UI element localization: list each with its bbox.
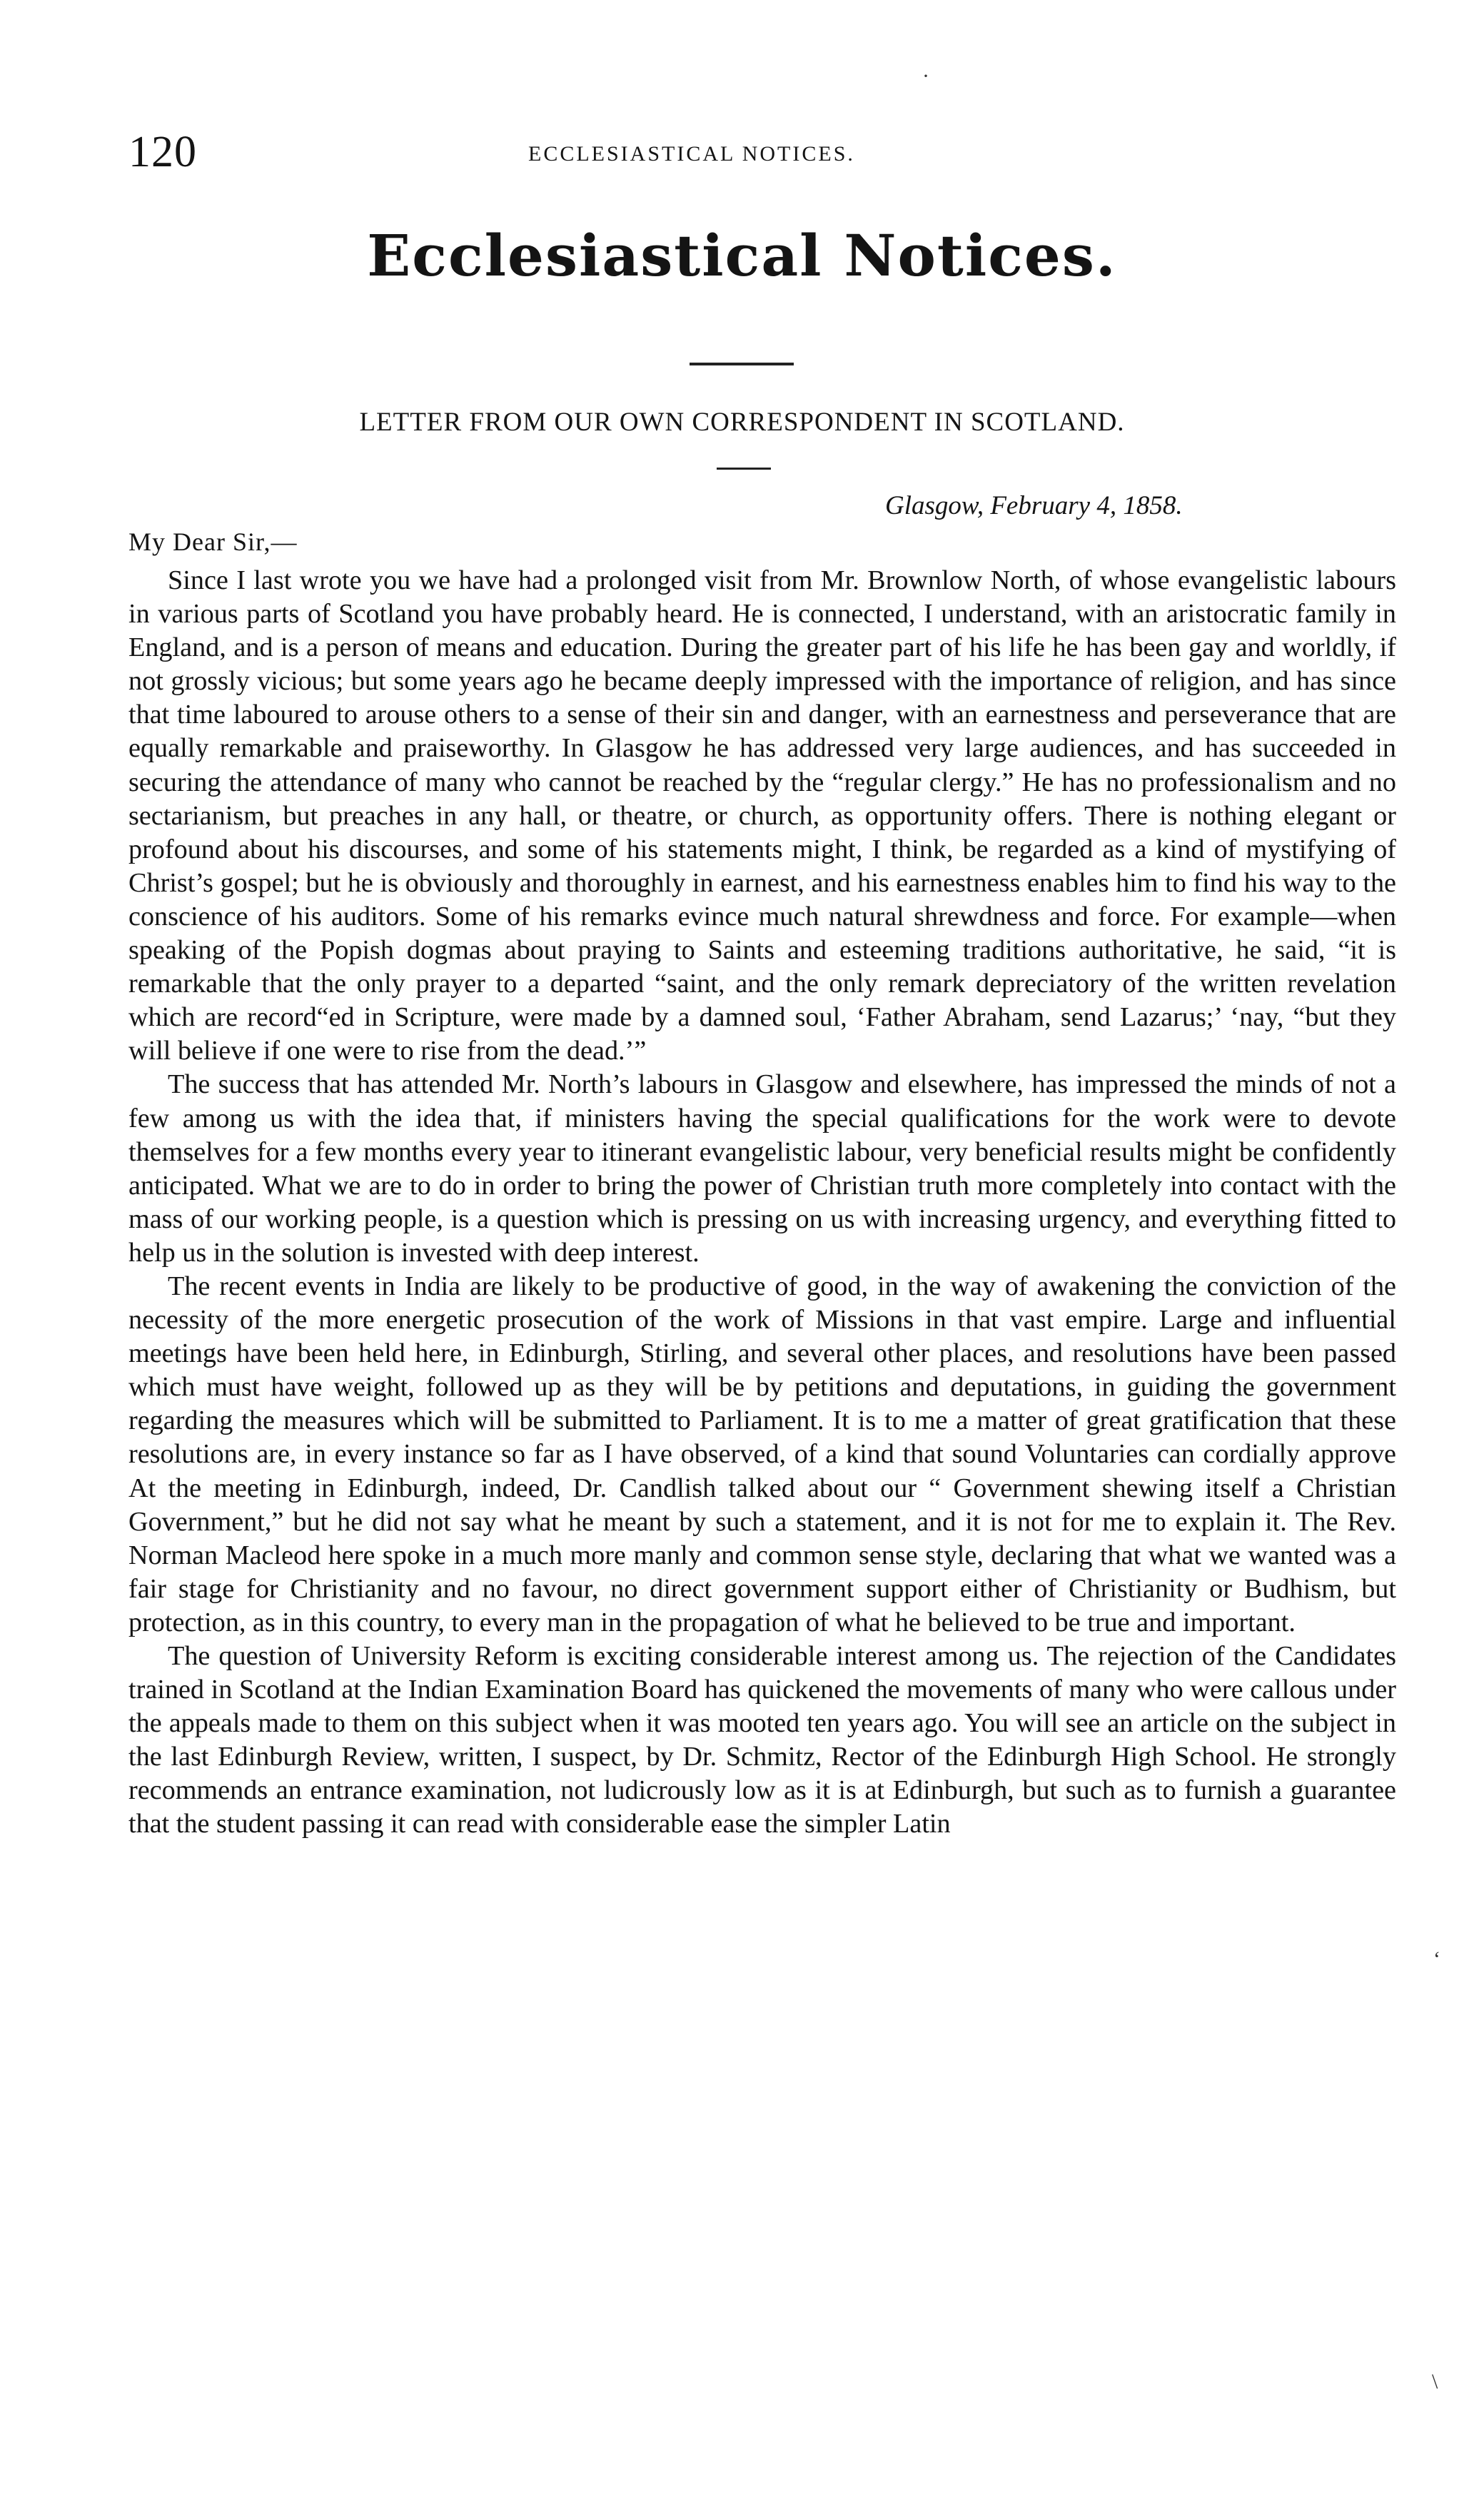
dateline: Glasgow, February 4, 1858.	[885, 491, 1183, 520]
paragraph-university-reform: The question of University Reform is exciting considerable interest among us. The rejection of the Candidates trained in Scotland at the Indian Examination Board has quickened the movements of many who were callous under the appeals made to them on this subject when it was mooted ten years ago. You will see an article on the subject in the last Edinburgh Review, written, I suspect, by Dr. Schmitz, Rector of the Edinburgh High School. He strongly recommends an entrance examination, not ludicrously low as it is at Edinburgh, but such as to furnish a guarantee that the student passing it can read with considerable ease the simpler Latin	[128, 1641, 1396, 1839]
paragraph-brownlow-north: Since I last wrote you we have had a prolonged visit from Mr. Brownlow North, of whose evangelistic labours in various parts of Scotland you have probably heard. He is connected, I understand, with an aristocratic family in England, and is a person of means and education. During the greater part of his life he has been gay and worldly, if not grossly vicious; but some years ago he became deeply impressed with the importance of religion, and has since that time laboured to arouse others to a sense of their sin and danger, with an earnestness and perseverance that are equally remarkable and praiseworthy. In Glasgow he has addressed very large audiences, and has succeeded in securing the attendance of many who cannot be reached by the “regular clergy.” He has no professionalism and no sectarianism, but preaches in any hall, or theatre, or church, as opportunity offers. There is nothing elegant or profound about his discourses, and some of his statements might, I think, be regarded as a kind of mystifying of Christ’s gospel; but he is obviously and thoroughly in earnest, and his earnestness enables him to find his way to the conscience of his auditors. Some of his remarks evince much natural shrewdness and force. For example—when speaking of the Popish dogmas about praying to Saints and esteeming traditions authoritative, he said, “it is remarkable that the only prayer to a departed “saint, and the only remark depreciatory of the written revelation which are record“ed in Scripture, were made by a damned soul, ‘Father Abraham, send Lazarus;’ ‘nay, “but they will believe if one were to rise from the dead.’”	[128, 565, 1396, 1066]
stray-mark-top: ·	[922, 64, 929, 88]
stray-mark-margin: ‘	[1433, 1947, 1440, 1971]
title-rule	[690, 363, 794, 365]
letter-body	[128, 564, 1396, 1842]
letter-heading: LETTER FROM OUR OWN CORRESPONDENT IN SCOTLAND.	[359, 408, 1125, 437]
page-number: 120	[128, 128, 197, 176]
paragraph-india-missions: The recent events in India are likely to be productive of good, in the way of awakening the conviction of the necessity of the more energetic prosecution of the work of Missions in that vast empire. Large and influential meetings have been held here, in Edinburgh, Stirling, and several other places, and resolutions have been passed which must have weight, followed up as they will be by petitions and deputations, in guiding the government regarding the measures which will be submitted to Parliament. It is to me a matter of great gratification that these resolutions are, in every instance so far as I have observed, of a kind that sound Voluntaries can cordially approve At the meeting in Edinburgh, indeed, Dr. Candlish talked about our “ Government shewing itself a Christian Government,” but he did not say what he meant by such a statement, and it is not for me to explain it. The Rev. Norman Macleod here spoke in a much more manly and common sense style, declaring that what we wanted was a fair stage for Christianity and no favour, no direct government support either of Christianity or Budhism, but protection, as in this country, to every man in the propagation of what he believed to be true and important.	[128, 1271, 1396, 1637]
stray-mark-bottom: \	[1432, 2370, 1438, 2393]
running-title: ECCLESIASTICAL NOTICES.	[528, 142, 855, 166]
heading-rule	[717, 468, 771, 470]
running-head	[128, 127, 1399, 184]
section-title: Ecclesiastical Notices.	[367, 222, 1117, 289]
paragraph-evangelistic-labour: The success that has attended Mr. North’s labours in Glasgow and elsewhere, has impressed the minds of not a few among us with the idea that, if ministers having the special qualifications for the work were to devote themselves for a few months every year to itinerant evangelistic labour, very beneficial results might be confidently anticipated. What we are to do in order to bring the power of Christian truth more completely into contact with the mass of our working people, is a question which is pressing on us with increasing urgency, and everything fitted to help us in the solution is invested with deep interest.	[128, 1069, 1396, 1268]
salutation: My Dear Sir,—	[128, 527, 298, 556]
